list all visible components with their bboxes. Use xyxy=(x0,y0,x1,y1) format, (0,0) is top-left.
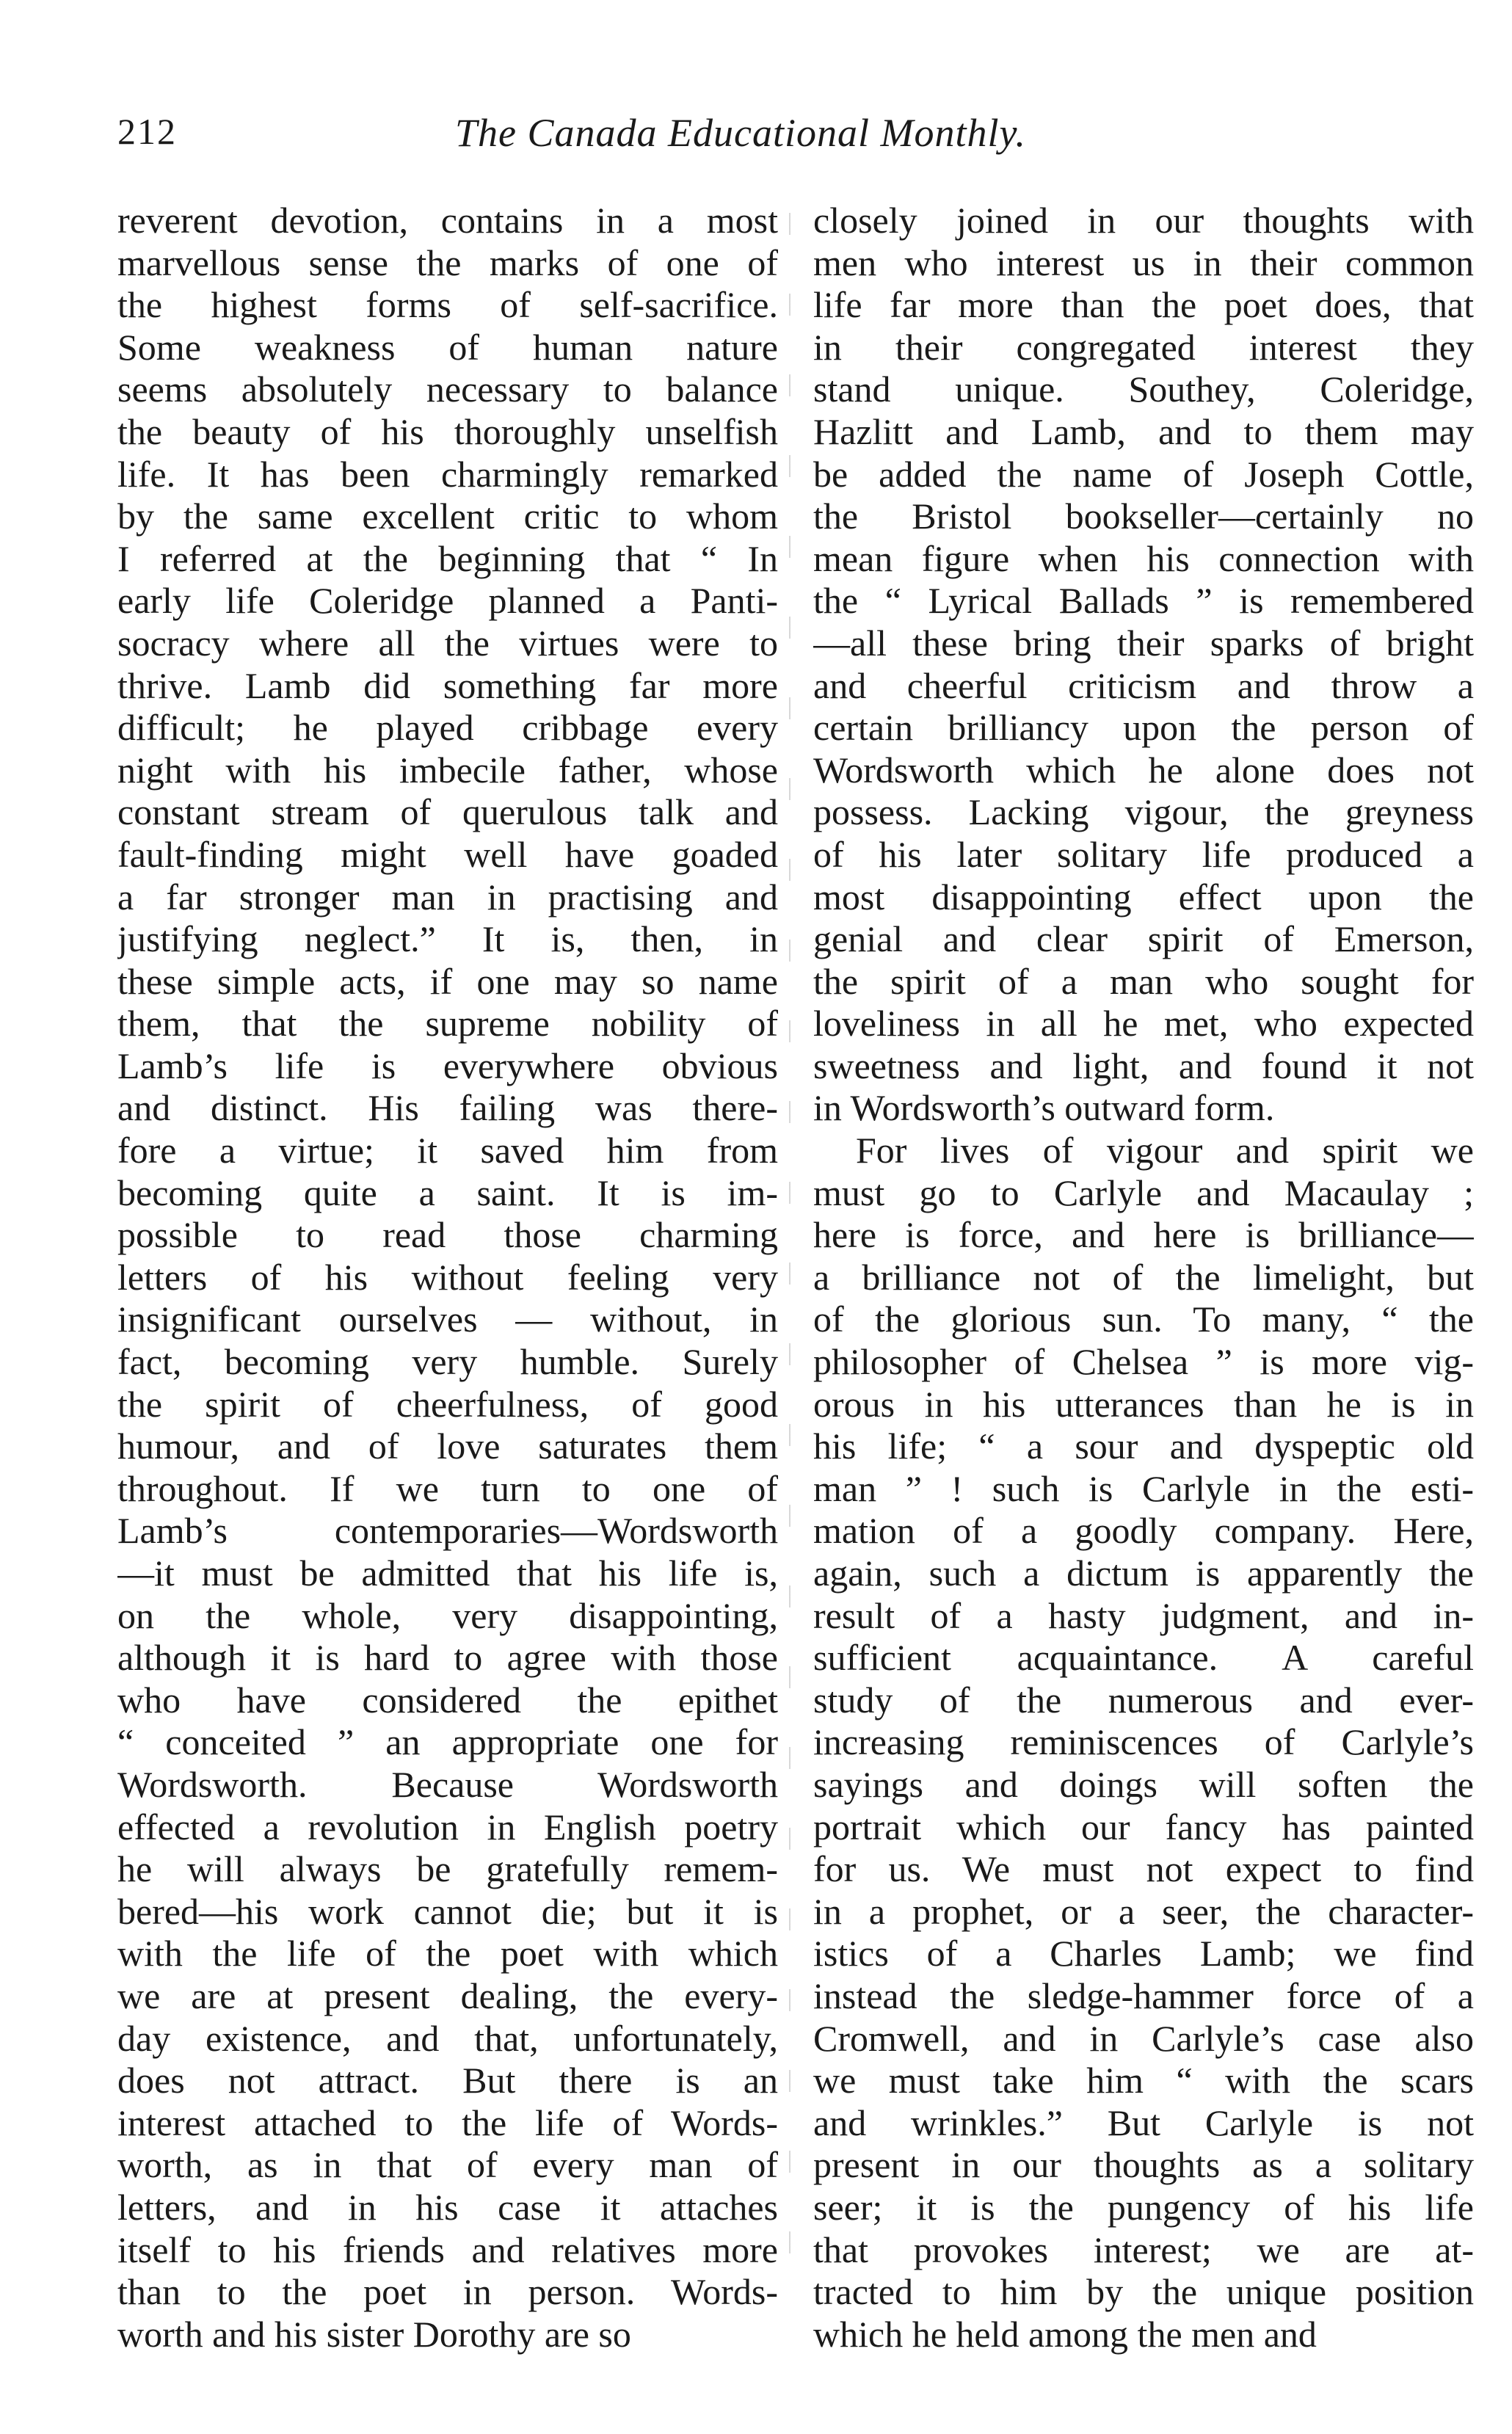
text-line: worth and his sister Dorothy are so xyxy=(117,2313,631,2355)
text-line: stand unique. Southey, Coleridge, xyxy=(813,368,1474,410)
text-line: his life; “ a sour and dyspeptic old xyxy=(813,1425,1474,1467)
text-line: mean figure when his connection with xyxy=(813,537,1474,579)
text-line: throughout. If we turn to one of xyxy=(117,1467,778,1509)
text-line: and wrinkles.” But Carlyle is not xyxy=(813,2101,1474,2143)
text-line: effected a revolution in English poetry xyxy=(117,1806,778,1848)
text-line: marvellous sense the marks of one of xyxy=(117,241,778,283)
text-line: tracted to him by the unique position xyxy=(813,2271,1474,2313)
text-line: life far more than the poet does, that xyxy=(813,284,1474,326)
text-line: and distinct. His failing was there- xyxy=(117,1087,778,1129)
text-line: for us. We must not expect to find xyxy=(813,1848,1474,1890)
text-line: life. It has been charmingly remarked xyxy=(117,453,778,495)
text-line: of his later solitary life produced a xyxy=(813,833,1474,875)
text-line: the “ Lyrical Ballads ” is remembered xyxy=(813,580,1474,622)
text-line: istics of a Charles Lamb; we find xyxy=(813,1933,1474,1975)
text-line: sweetness and light, and found it not xyxy=(813,1045,1474,1086)
text-line: constant stream of querulous talk and xyxy=(117,791,778,833)
text-line: instead the sledge-hammer force of a xyxy=(813,1975,1474,2016)
column-divider xyxy=(789,213,790,2312)
text-line: in Wordsworth’s outward form. xyxy=(813,1087,1275,1129)
text-line: humour, and of love saturates them xyxy=(117,1425,778,1467)
text-line: Hazlitt and Lamb, and to them may xyxy=(813,410,1474,452)
text-line: socracy where all the virtues were to xyxy=(117,622,778,664)
page-header xyxy=(117,110,1483,161)
text-line: fact, becoming very humble. Surely xyxy=(117,1341,778,1383)
text-line: justifying neglect.” It is, then, in xyxy=(117,918,778,960)
text-line: closely joined in our thoughts with xyxy=(813,200,1474,241)
text-line: than to the poet in person. Words- xyxy=(117,2271,778,2313)
text-line: seems absolutely necessary to balance xyxy=(117,368,778,410)
text-line: Cromwell, and in Carlyle’s case also xyxy=(813,2017,1474,2059)
text-line: Lamb’s contemporaries—Wordsworth xyxy=(117,1510,778,1552)
text-line: does not attract. But there is an xyxy=(117,2060,778,2101)
text-line: again, such a dictum is apparently the xyxy=(813,1552,1474,1594)
text-line: bered—his work cannot die; but it is xyxy=(117,1890,778,1932)
text-line: that provokes interest; we are at- xyxy=(813,2228,1474,2270)
text-line: who have considered the epithet xyxy=(117,1679,778,1721)
text-line: genial and clear spirit of Emerson, xyxy=(813,918,1474,960)
text-line: —it must be admitted that his life is, xyxy=(117,1552,778,1594)
text-line: thrive. Lamb did something far more xyxy=(117,664,778,706)
text-line: For lives of vigour and spirit we xyxy=(856,1130,1474,1171)
text-line: philosopher of Chelsea ” is more vig- xyxy=(813,1341,1474,1383)
text-line: although it is hard to agree with those xyxy=(117,1637,778,1679)
text-line: by the same excellent critic to whom xyxy=(117,495,778,537)
text-line: and cheerful criticism and throw a xyxy=(813,664,1474,706)
text-line: we must take him “ with the scars xyxy=(813,2060,1474,2101)
text-line: increasing reminiscences of Carlyle’s xyxy=(813,1721,1474,1763)
text-line: seer; it is the pungency of his life xyxy=(813,2186,1474,2228)
text-line: in a prophet, or a seer, the character- xyxy=(813,1890,1474,1932)
text-line: sufficient acquaintance. A careful xyxy=(813,1637,1474,1679)
text-line: Lamb’s life is everywhere obvious xyxy=(117,1045,778,1086)
left-column xyxy=(117,200,778,2355)
text-line: sayings and doings will soften the xyxy=(813,1763,1474,1805)
text-line: in their congregated interest they xyxy=(813,326,1474,368)
text-line: certain brilliancy upon the person of xyxy=(813,707,1474,749)
text-line: Wordsworth. Because Wordsworth xyxy=(117,1763,778,1805)
text-line: possess. Lacking vigour, the greyness xyxy=(813,791,1474,833)
text-line: I referred at the beginning that “ In xyxy=(117,537,778,579)
text-line: —all these bring their sparks of bright xyxy=(813,622,1474,664)
text-line: night with his imbecile father, whose xyxy=(117,749,778,791)
text-line: the Bristol bookseller—certainly no xyxy=(813,495,1474,537)
text-line: a brilliance not of the limelight, but xyxy=(813,1256,1474,1298)
text-line: men who interest us in their common xyxy=(813,241,1474,283)
text-line: Some weakness of human nature xyxy=(117,326,778,368)
text-line: must go to Carlyle and Macaulay ; xyxy=(813,1171,1474,1213)
text-line: portrait which our fancy has painted xyxy=(813,1806,1474,1848)
text-line: the spirit of a man who sought for xyxy=(813,960,1474,1002)
text-line: worth, as in that of every man of xyxy=(117,2144,778,2186)
page-number: 212 xyxy=(117,111,177,152)
text-line: present in our thoughts as a solitary xyxy=(813,2144,1474,2186)
text-line: them, that the supreme nobility of xyxy=(117,1003,778,1045)
text-line: we are at present dealing, the every- xyxy=(117,1975,778,2016)
text-line: the highest forms of self-sacrifice. xyxy=(117,284,778,326)
text-line: mation of a goodly company. Here, xyxy=(813,1510,1474,1552)
right-column xyxy=(813,200,1474,2355)
text-line: day existence, and that, unfortunately, xyxy=(117,2017,778,2059)
text-line: be added the name of Joseph Cottle, xyxy=(813,453,1474,495)
text-line: orous in his utterances than he is in xyxy=(813,1383,1474,1425)
text-line: difficult; he played cribbage every xyxy=(117,707,778,749)
text-line: these simple acts, if one may so name xyxy=(117,960,778,1002)
text-line: result of a hasty judgment, and in- xyxy=(813,1594,1474,1636)
text-line: here is force, and here is brilliance— xyxy=(813,1214,1474,1256)
text-line: a far stronger man in practising and xyxy=(117,876,778,918)
text-line: loveliness in all he met, who expected xyxy=(813,1003,1474,1045)
text-line: the spirit of cheerfulness, of good xyxy=(117,1383,778,1425)
text-line: fault-finding might well have goaded xyxy=(117,833,778,875)
text-line: letters of his without feeling very xyxy=(117,1256,778,1298)
text-line: the beauty of his thoroughly unselfish xyxy=(117,410,778,452)
text-line: of the glorious sun. To many, “ the xyxy=(813,1298,1474,1340)
text-line: reverent devotion, contains in a most xyxy=(117,200,778,241)
text-line: man ” ! such is Carlyle in the esti- xyxy=(813,1467,1474,1509)
text-line: he will always be gratefully remem- xyxy=(117,1848,778,1890)
text-line: with the life of the poet with which xyxy=(117,1933,778,1975)
text-line: possible to read those charming xyxy=(117,1214,778,1256)
text-line: fore a virtue; it saved him from xyxy=(117,1130,778,1171)
text-line: interest attached to the life of Words- xyxy=(117,2101,778,2143)
running-title: The Canada Educational Monthly. xyxy=(455,111,1026,155)
text-line: itself to his friends and relatives more xyxy=(117,2228,778,2270)
text-line: “ conceited ” an appropriate one for xyxy=(117,1721,778,1763)
text-line: insignificant ourselves — without, in xyxy=(117,1298,778,1340)
text-line: early life Coleridge planned a Panti- xyxy=(117,580,778,622)
text-line: letters, and in his case it attaches xyxy=(117,2186,778,2228)
text-line: most disappointing effect upon the xyxy=(813,876,1474,918)
text-line: on the whole, very disappointing, xyxy=(117,1594,778,1636)
text-line: becoming quite a saint. It is im- xyxy=(117,1171,778,1213)
text-line: Wordsworth which he alone does not xyxy=(813,749,1474,791)
text-line: study of the numerous and ever- xyxy=(813,1679,1474,1721)
text-line: which he held among the men and xyxy=(813,2313,1317,2355)
